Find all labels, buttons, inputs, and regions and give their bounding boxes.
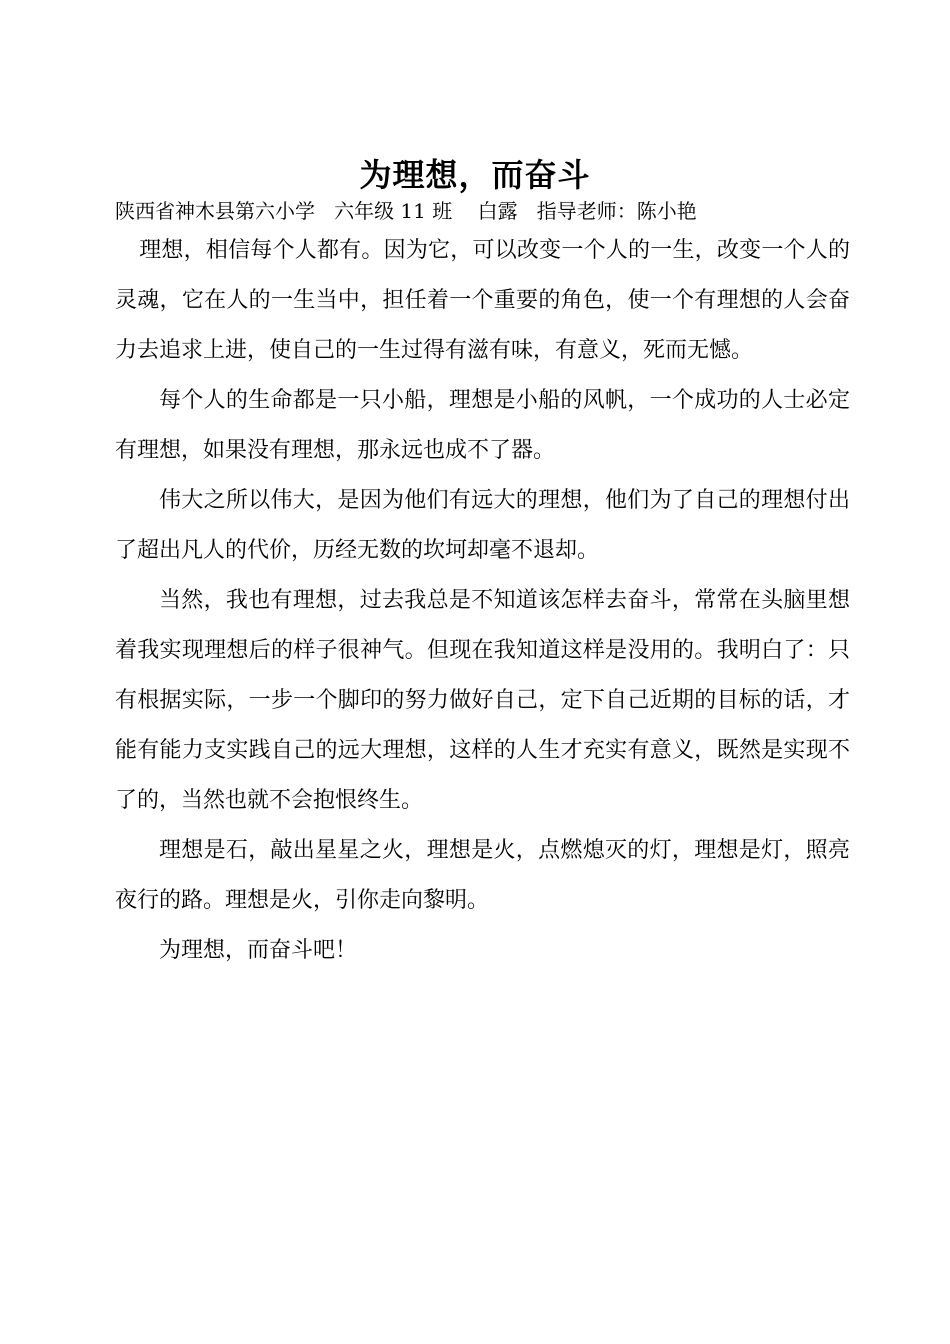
paragraph: 为理想，而奋斗吧！ — [159, 938, 358, 963]
paragraph: 每个人的生命都是一只小船，理想是小船的风帆，一个成功的人士必定有理想，如果没有理想，那永远也成不了器。 — [115, 388, 850, 463]
paragraph: 理想是石，敲出星星之火，理想是火，点燃熄灭的灯，理想是灯，照亮夜行的路。理想是火，引你走向黎明。 — [115, 838, 850, 913]
essay-body — [115, 226, 850, 976]
paragraph: 当然，我也有理想，过去我总是不知道该怎样去奋斗，常常在头脑里想着我实现理想后的样子很神气。但现在我知道这样是没用的。我明白了：只有根据实际，一步一个脚印的努力做好自己，定下自己近期的目标的话，才能有能力支实践自己的远大理想，这样的人生才充实有意义，既然是实现不了的，当然也就不会抱恨终生。 — [115, 588, 850, 813]
author-byline: 陕西省神木县第六小学 六年级 11 班 白露 指导老师：陈小艳 — [115, 199, 697, 223]
document-title: 为理想，而奋斗 — [359, 156, 591, 194]
paragraph: 伟大之所以伟大，是因为他们有远大的理想，他们为了自己的理想付出了超出凡人的代价，历经无数的坎坷却毫不退却。 — [115, 488, 850, 563]
paragraph: 理想，相信每个人都有。因为它，可以改变一个人的一生，改变一个人的灵魂，它在人的一生当中，担任着一个重要的角色，使一个有理想的人会奋力去追求上进，使自己的一生过得有滋有味，有意义，死而无憾。 — [115, 238, 850, 363]
